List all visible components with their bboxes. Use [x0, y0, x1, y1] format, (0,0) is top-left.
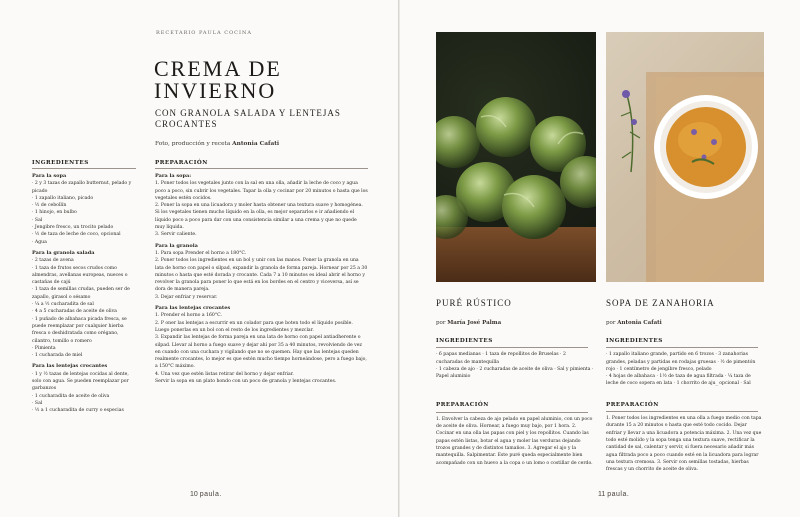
ingredient-item: · 6 papas medianas · 1 taza de repollitos de Bruselas · 2 cucharadas de mantequilla — [436, 352, 566, 365]
credit-line — [155, 141, 279, 147]
ingredient-item: · Sal — [32, 400, 43, 406]
right-page — [400, 0, 800, 517]
ingredient-list — [606, 351, 764, 387]
preparation-group-title: Para las lentejas crocantes — [155, 305, 231, 312]
page-footer-left — [190, 491, 222, 498]
divider — [436, 412, 588, 413]
preparation-step: 2. P oner las lentejas a escurrir en un colador para que boten todo el líquido posible. Luego ponerlas en un bol con el resto de los ingredientes y mezclar. — [155, 320, 353, 333]
divider — [436, 347, 588, 348]
ingredient-item: · 1 hinojo, en bulbo — [32, 210, 77, 216]
preparation-groups — [155, 173, 368, 385]
ingredients-groups — [32, 173, 136, 415]
ingredient-item: · 1 zapallo italiano, picado — [32, 195, 94, 201]
preparation-heading: PREPARACIÓN — [436, 402, 489, 409]
ingredient-item: · ½ a 1 cucharadita de curry o especias — [32, 408, 124, 414]
ingredient-item: · 2 tazas de avena — [32, 258, 74, 264]
divider — [606, 411, 758, 412]
ingredient-item: · 1 cucharada de miel — [32, 353, 83, 359]
ingredient-item: · Agua — [32, 239, 47, 245]
ingredients-heading: INGREDIENTES — [606, 338, 663, 344]
author-name: Antonia Cafati — [617, 320, 662, 326]
ingredient-item: · 4 a 5 cucharadas de aceite de oliva — [32, 309, 117, 315]
page-number: 11 — [598, 491, 606, 498]
carrot-soup-photo — [606, 32, 764, 282]
preparation-step: 1. Prender el horno a 160°C. — [155, 313, 222, 319]
preparation-section — [155, 160, 368, 385]
ingredient-list — [436, 351, 594, 380]
ingredient-group-title: Para la granola salada — [32, 249, 95, 256]
author-name: María José Palma — [447, 320, 502, 326]
preparation-step: Servir la sopa en un plato hondo con un poco de granola y lentejas crocantes. — [155, 379, 337, 385]
ingredient-item: · 1 taza de semillas crudas, pueden ser de zapallo, girasol o sésamo — [32, 287, 130, 300]
ingredient-item: · Pimienta — [32, 345, 56, 351]
preparation-step: 2. Poner la sopa en una licuadora y moler hasta obtener una textura suave y homogénea. Si los vegetales tienen mucho líquido en la olla, es mejor separarlos e ir añadiendo el líquido poco a poco para dar con una consistencia similar a una crema y que no quede muy líquida. — [155, 203, 363, 231]
preparation-text: 1. Envolver la cabeza de ajo pelado en papel aluminio, con un poco de aceite de oliva. Hornear, a fuego muy bajo, por 1 hora. 2. Cocinar en una olla las papas con piel y los repollitos. Cuando las papas estén listas, botar el agua y moler las verduras dejando trozos grandes y de distintos tamaños. 3. Agregar el ajo y la mantequilla. Salpimentar. Este puré queda especialmente bien acompañado con un huevo a la copa o un lomo o costillar de cerdo. — [436, 416, 593, 466]
ingredient-item: · 2 y 3 tazas de zapallo butternut, pelado y picado — [32, 181, 132, 194]
dish-title: PURÉ RÚSTICO — [436, 298, 512, 308]
divider — [32, 168, 136, 169]
ingredient-item: · 1 cabeza de ajo · 2 cucharadas de aceite de oliva · Sal y pimienta · Papel aluminio — [436, 366, 594, 380]
ingredient-item: · ½ de taza de leche de coco, opcional — [32, 232, 121, 238]
ingredient-item: · 1 puñado de albahaca picada fresca, se puede reemplazar por cualquier hierba fresca o deshidratada como orégano, cilantro, tomillo o romero — [32, 316, 127, 344]
ingredient-list — [32, 371, 136, 415]
dish-byline — [606, 320, 662, 326]
preparation-steps — [155, 312, 368, 385]
brand-logo: paula. — [607, 491, 630, 498]
ingredients-heading: INGREDIENTES — [436, 338, 493, 344]
preparation-step: 3. Dejar enfriar y reservar. — [155, 294, 218, 300]
dish-details — [436, 338, 594, 467]
divider — [606, 347, 758, 348]
by-prefix: por — [606, 320, 616, 326]
preparation-text: 1. Poner todos los ingredientes en una olla a fuego medio con tapa durante 15 a 20 minutos o hasta que esté todo cocido. Dejar enfriar y llevar a una licuadora a potencia máxima. 2. Una vez que todo esté molido y la sopa tenga una textura suave, rectificar la cantidad de sal, calentar y servir, si fuera necesario añadir más agua filtrada poco a poco cuando esté en la licuadora para lograr una textura cremosa. 3. Servir con semillas tostadas, hierbas frescas y un chorrito de aceite de oliva. — [606, 416, 762, 473]
left-page — [0, 0, 399, 517]
brand-logo: paula. — [199, 491, 222, 498]
preparation-step: 1. Para sopa Prender el horno a 180°C. — [155, 250, 247, 256]
ingredient-item: · 1 cucharadita de aceite de oliva — [32, 393, 110, 399]
credit-prefix: Foto, producción y receta — [155, 141, 231, 147]
brussels-sprouts-photo — [436, 32, 596, 282]
dish-details — [606, 338, 764, 473]
page-footer-right — [598, 491, 629, 498]
credit-name: Antonia Cafati — [232, 141, 280, 147]
ingredient-item: · 1 zapallo italiano grande, partido en 6 trozos · 3 zanahorias grandes, peladas y partidas en rodajas gruesas · ½ de pimentón rojo · 1 centímetro de jengibre fresco, pelado — [606, 352, 756, 372]
ingredient-item: · ¼ a ½ cucharadita de sal — [32, 302, 94, 308]
preparation-heading: PREPARACIÓN — [606, 401, 659, 408]
running-header: RECETARIO PAULA COCINA — [156, 30, 252, 36]
ingredient-group-title: Para las lentejas crocantes — [32, 363, 108, 370]
soup-bowl-illustration — [606, 32, 764, 282]
ingredient-item: · 1 taza de frutos secos crudos como almendras, avellanas europeas, nueces o castañas de cajú — [32, 265, 128, 286]
by-prefix: por — [436, 320, 446, 326]
preparation-step: 4. Una vez que estén listas retirar del horno y dejar enfriar. — [155, 371, 294, 377]
ingredient-item: · Sal — [32, 217, 43, 223]
dish-byline — [436, 320, 501, 326]
ingredient-item: · ½ de cebollín — [32, 203, 67, 209]
ingredient-list — [32, 180, 136, 246]
ingredients-section — [32, 160, 136, 415]
dish-title: SOPA DE ZANAHORIA — [606, 298, 715, 308]
preparation-group-title: Para la granola — [155, 242, 198, 249]
ingredient-item: · 1 y ½ tazas de lentejas cocidas al dente, solo con agua. Se pueden reemplazar por garbanzos — [32, 371, 129, 392]
page-number: 10 — [190, 491, 198, 498]
ingredient-item: · 4 hojas de albahaca · 1½ de taza de agua filtrada · ¼ taza de leche de coco sopera en lata · 1 chorrito de aju_ opcional · Sal — [606, 374, 751, 387]
preparation-step: 1. Poner todos los vegetales junto con la sal en una olla, añadir la leche de coco y agua poco a poco, sin cubrir los vegetales. Tapar la olla y cocinar por 20 minutos o hasta que los vegetales estén cocidos. — [155, 181, 368, 201]
preparation-step: 3. Servir caliente. — [155, 232, 197, 238]
preparation-group-title: Para la sopa: — [155, 173, 192, 179]
preparation-step: 3. Expandir las lentejas de forma pareja en una lata de horno con papel antiadherente o silpad. Llevar al horno a fuego suave y dejar ahí por 35 a 40 minutos, revolviendo de vez en cuando con una cuchara y vigilando que no se quemen. Hay que las lentejas queden realmente crocantes, lo mejor es que estén mucho tiempo horneándose, pero a fuego bajo, a 150°C máximo. — [155, 335, 367, 370]
divider — [155, 168, 368, 169]
ingredients-heading: INGREDIENTES — [32, 160, 89, 166]
ingredient-item: · Jengibre fresco, un trocito pelado — [32, 225, 114, 231]
ingredient-list — [32, 257, 136, 359]
recipe-subtitle: CON GRANOLA SALADA Y LENTEJAS CROCANTES — [155, 108, 341, 129]
preparation-steps — [155, 250, 368, 301]
preparation-step: 2. Poner todos los ingredientes en un bol y unir con las manos. Poner la granola en una lata de horno con papel o silpad, expandir la granola de forma pareja. Hornear por 25 a 30 minutos o hasta que esté dorada y crocante. Cada 7 a 10 minutos es ideal abrir el horno y revolver la granola para poner lo que está en los bordes en el centro y viceversa, así se dora de manera pareja. — [155, 258, 368, 293]
ingredient-group-title: Para la sopa — [32, 173, 67, 179]
preparation-heading: PREPARACIÓN — [155, 160, 208, 166]
recipe-title: CREMA DE INVIERNO — [154, 56, 282, 103]
brussels-sprouts-illustration — [436, 32, 596, 282]
preparation-steps — [155, 180, 368, 238]
